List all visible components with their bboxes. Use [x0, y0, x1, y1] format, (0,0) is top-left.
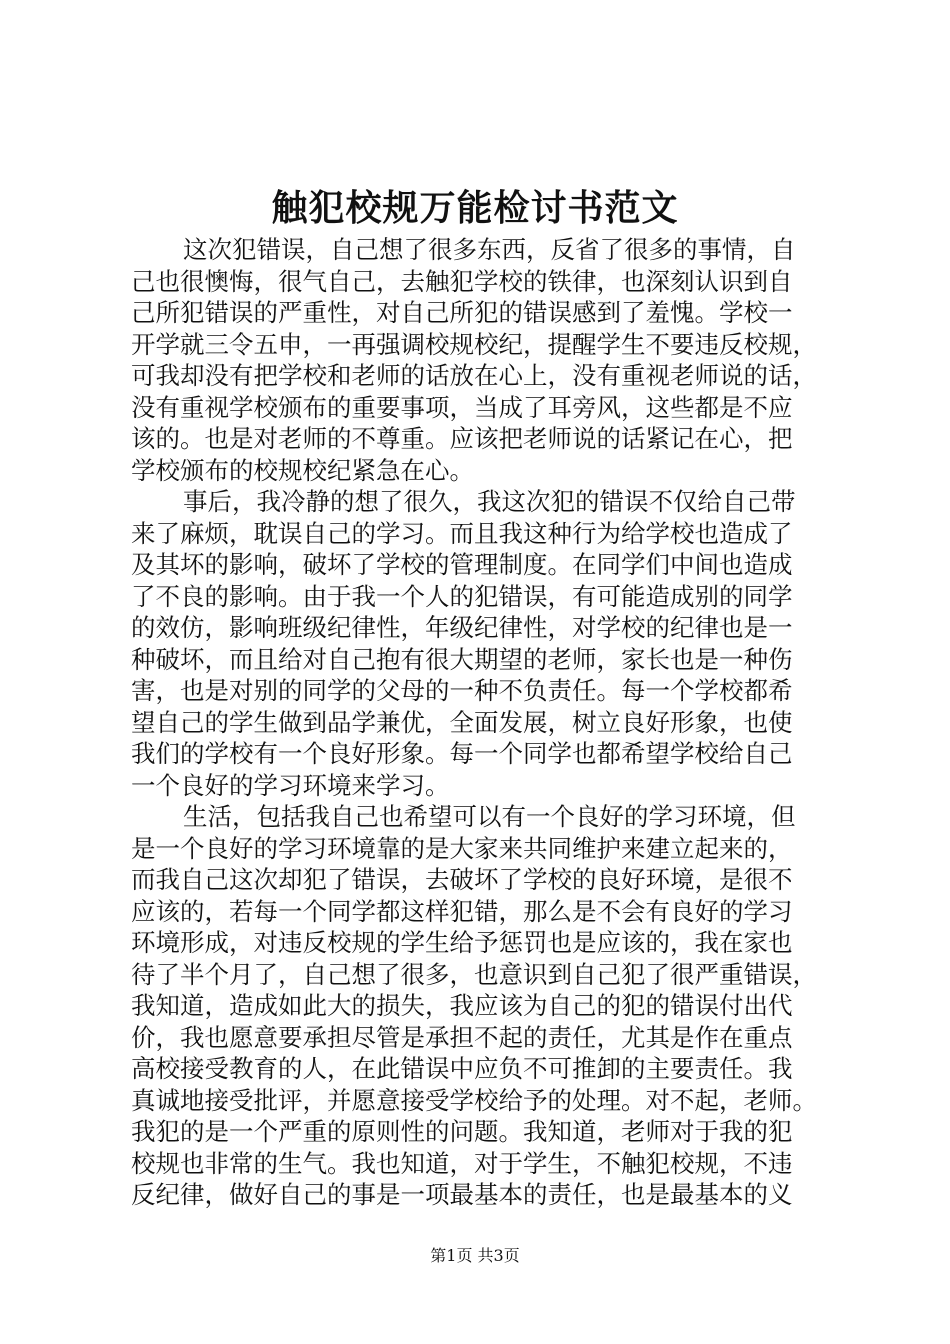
- body-line: 了不良的影响。由于我一个人的犯错误，有可能造成别的同学: [131, 581, 793, 611]
- body-line: 害，也是对别的同学的父母的一种不负责任。每一个学校都希: [131, 676, 793, 705]
- body-line: 己也很懊悔，很气自己，去触犯学校的铁律，也深刻认识到自: [131, 266, 793, 296]
- document-title: 触犯校规万能检讨书范文: [271, 187, 679, 229]
- body-line: 种破坏，而且给对自己抱有很大期望的老师，家长也是一种伤: [131, 644, 793, 674]
- body-line: 我犯的是一个严重的原则性的问题。我知道，老师对于我的犯: [131, 1117, 793, 1146]
- body-line: 一个良好的学习环境来学习。: [131, 770, 450, 800]
- body-line: 己所犯错误的严重性，对自己所犯的错误感到了羞愧。学校一: [131, 298, 793, 327]
- body-line: 价，我也愿意要承担尽管是承担不起的责任，尤其是作在重点: [131, 1022, 793, 1052]
- body-line: 望自己的学生做到品学兼优，全面发展，树立良好形象，也使: [131, 707, 793, 737]
- body-line: 来了麻烦，耽误自己的学习。而且我这种行为给学校也造成了: [131, 518, 793, 548]
- body-line: 是一个良好的学习环境靠的是大家来共同维护来建立起来的，: [131, 833, 793, 863]
- body-line: 反纪律，做好自己的事是一项最基本的责任，也是最基本的义: [131, 1180, 793, 1209]
- body-line: 我们的学校有一个良好形象。每一个同学也都希望学校给自己: [131, 739, 793, 768]
- body-line: 高校接受教育的人，在此错误中应负不可推卸的主要责任。我: [131, 1054, 793, 1083]
- body-line: 可我却没有把学校和老师的话放在心上，没有重视老师说的话，: [131, 361, 817, 390]
- body-line: 开学就三令五申，一再强调校规校纪，提醒学生不要违反校规，: [131, 329, 817, 359]
- body-line: 真诚地接受批评，并愿意接受学校给予的处理。对不起，老师。: [131, 1085, 817, 1115]
- body-line: 我知道，造成如此大的损失，我应该为自己的犯的错误付出代: [131, 991, 793, 1020]
- body-line: 的效仿，影响班级纪律性，年级纪律性，对学校的纪律也是一: [131, 613, 793, 642]
- body-line: 该的。也是对老师的不尊重。应该把老师说的话紧记在心，把: [131, 424, 793, 453]
- document-body: [131, 234, 821, 1211]
- body-line: 环境形成，对违反校规的学生给予惩罚也是应该的，我在家也: [131, 928, 793, 957]
- body-line: 学校颁布的校规校纪紧急在心。: [131, 455, 474, 485]
- body-line: 生活，包括我自己也希望可以有一个良好的学习环境，但: [183, 802, 796, 831]
- body-line: 这次犯错误，自己想了很多东西，反省了很多的事情，自: [183, 235, 796, 264]
- body-line: 校规也非常的生气。我也知道，对于学生，不触犯校规，不违: [131, 1148, 793, 1178]
- body-line: 及其坏的影响，破坏了学校的管理制度。在同学们中间也造成: [131, 550, 793, 579]
- body-line: 待了半个月了，自己想了很多，也意识到自己犯了很严重错误，: [131, 959, 817, 989]
- body-line: 应该的，若每一个同学都这样犯错，那么是不会有良好的学习: [131, 896, 793, 926]
- body-line: 而我自己这次却犯了错误，去破坏了学校的良好环境，是很不: [131, 865, 793, 894]
- page-footer: 第1页 共3页: [430, 1246, 520, 1265]
- body-line: 事后，我冷静的想了很久，我这次犯的错误不仅给自己带: [183, 487, 796, 516]
- body-line: 没有重视学校颁布的重要事项，当成了耳旁风，这些都是不应: [131, 392, 793, 422]
